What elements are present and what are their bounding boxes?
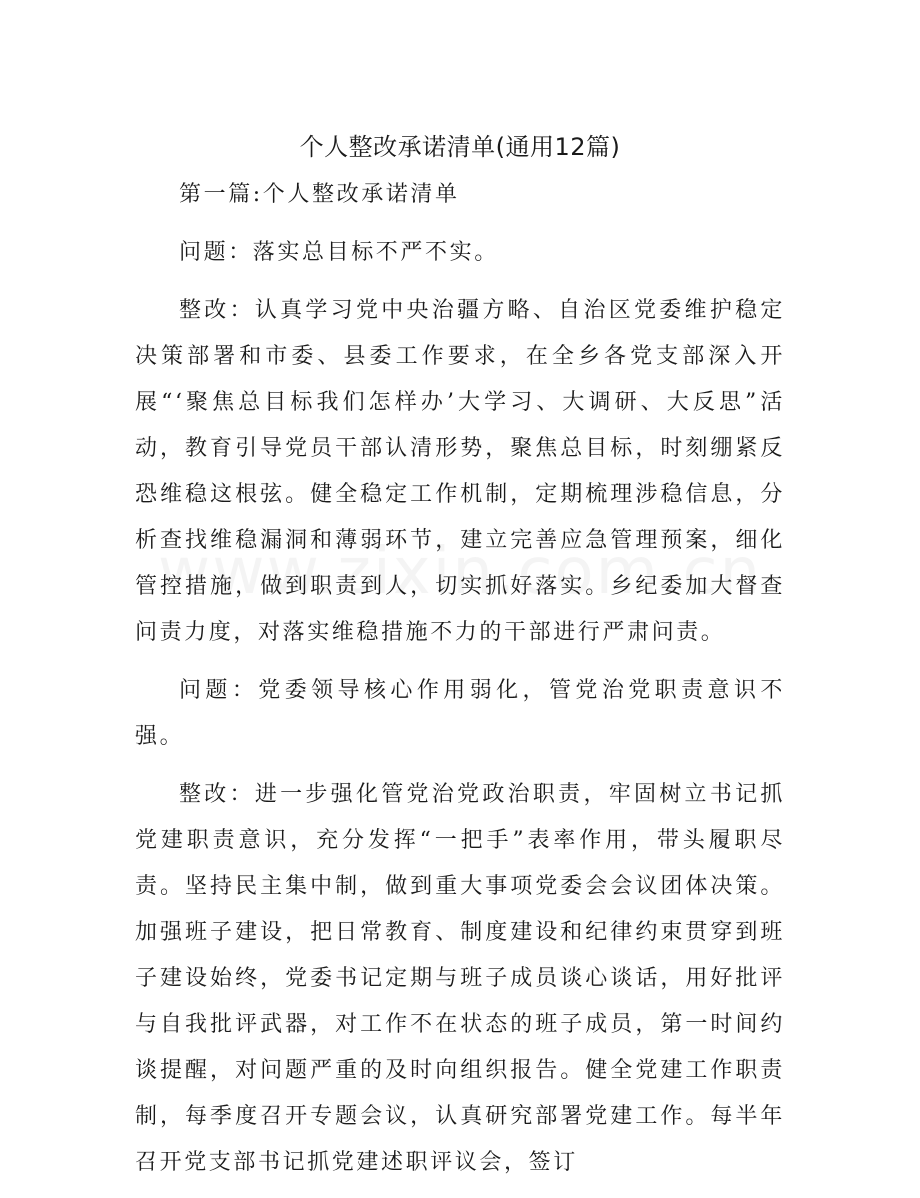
document-body	[135, 172, 785, 1198]
document-title: 个人整改承诺清单(通用12篇)	[299, 133, 621, 162]
problem-paragraph-1: 问题：落实总目标不严不实。	[179, 240, 499, 265]
rectification-paragraph-2: 整改：进一步强化管党治党政治职责，牢固树立书记抓党建职责意识，充分发挥“一把手”表率作用，带头履职尽责。坚持民主集中制，做到重大事项党委会会议团体决策。加强班子建设，把日常教育、制度建设和纪律约束贯穿到班子建设始终，党委书记定期与班子成员谈心谈话，用好批评与自我批评武器，对工作不在状态的班子成员，第一时间约谈提醒，对问题严重的及时向组织报告。健全党建工作职责制，每季度召开专题会议，认真研究部署党建工作。每半年召开党支部书记抓党建述职评议会，签订	[135, 782, 785, 1175]
problem-paragraph-2: 问题：党委领导核心作用弱化，管党治党职责意识不强。	[135, 678, 785, 749]
section-heading: 第一篇:个人整改承诺清单	[179, 182, 460, 207]
rectification-paragraph-1: 整改：认真学习党中央治疆方略、自治区党委维护稳定决策部署和市委、县委工作要求，在全乡各党支部深入开展“‘聚焦总目标我们怎样办’大学习、大调研、大反思”活动，教育引导党员干部认清形势，聚焦总目标，时刻绷紧反恐维稳这根弦。健全稳定工作机制，定期梳理涉稳信息，分析查找维稳漏洞和薄弱环节，建立完善应急管理预案，细化管控措施，做到职责到人，切实抓好落实。乡纪委加大督查问责力度，对落实维稳措施不力的干部进行严肃问责。	[135, 298, 785, 645]
